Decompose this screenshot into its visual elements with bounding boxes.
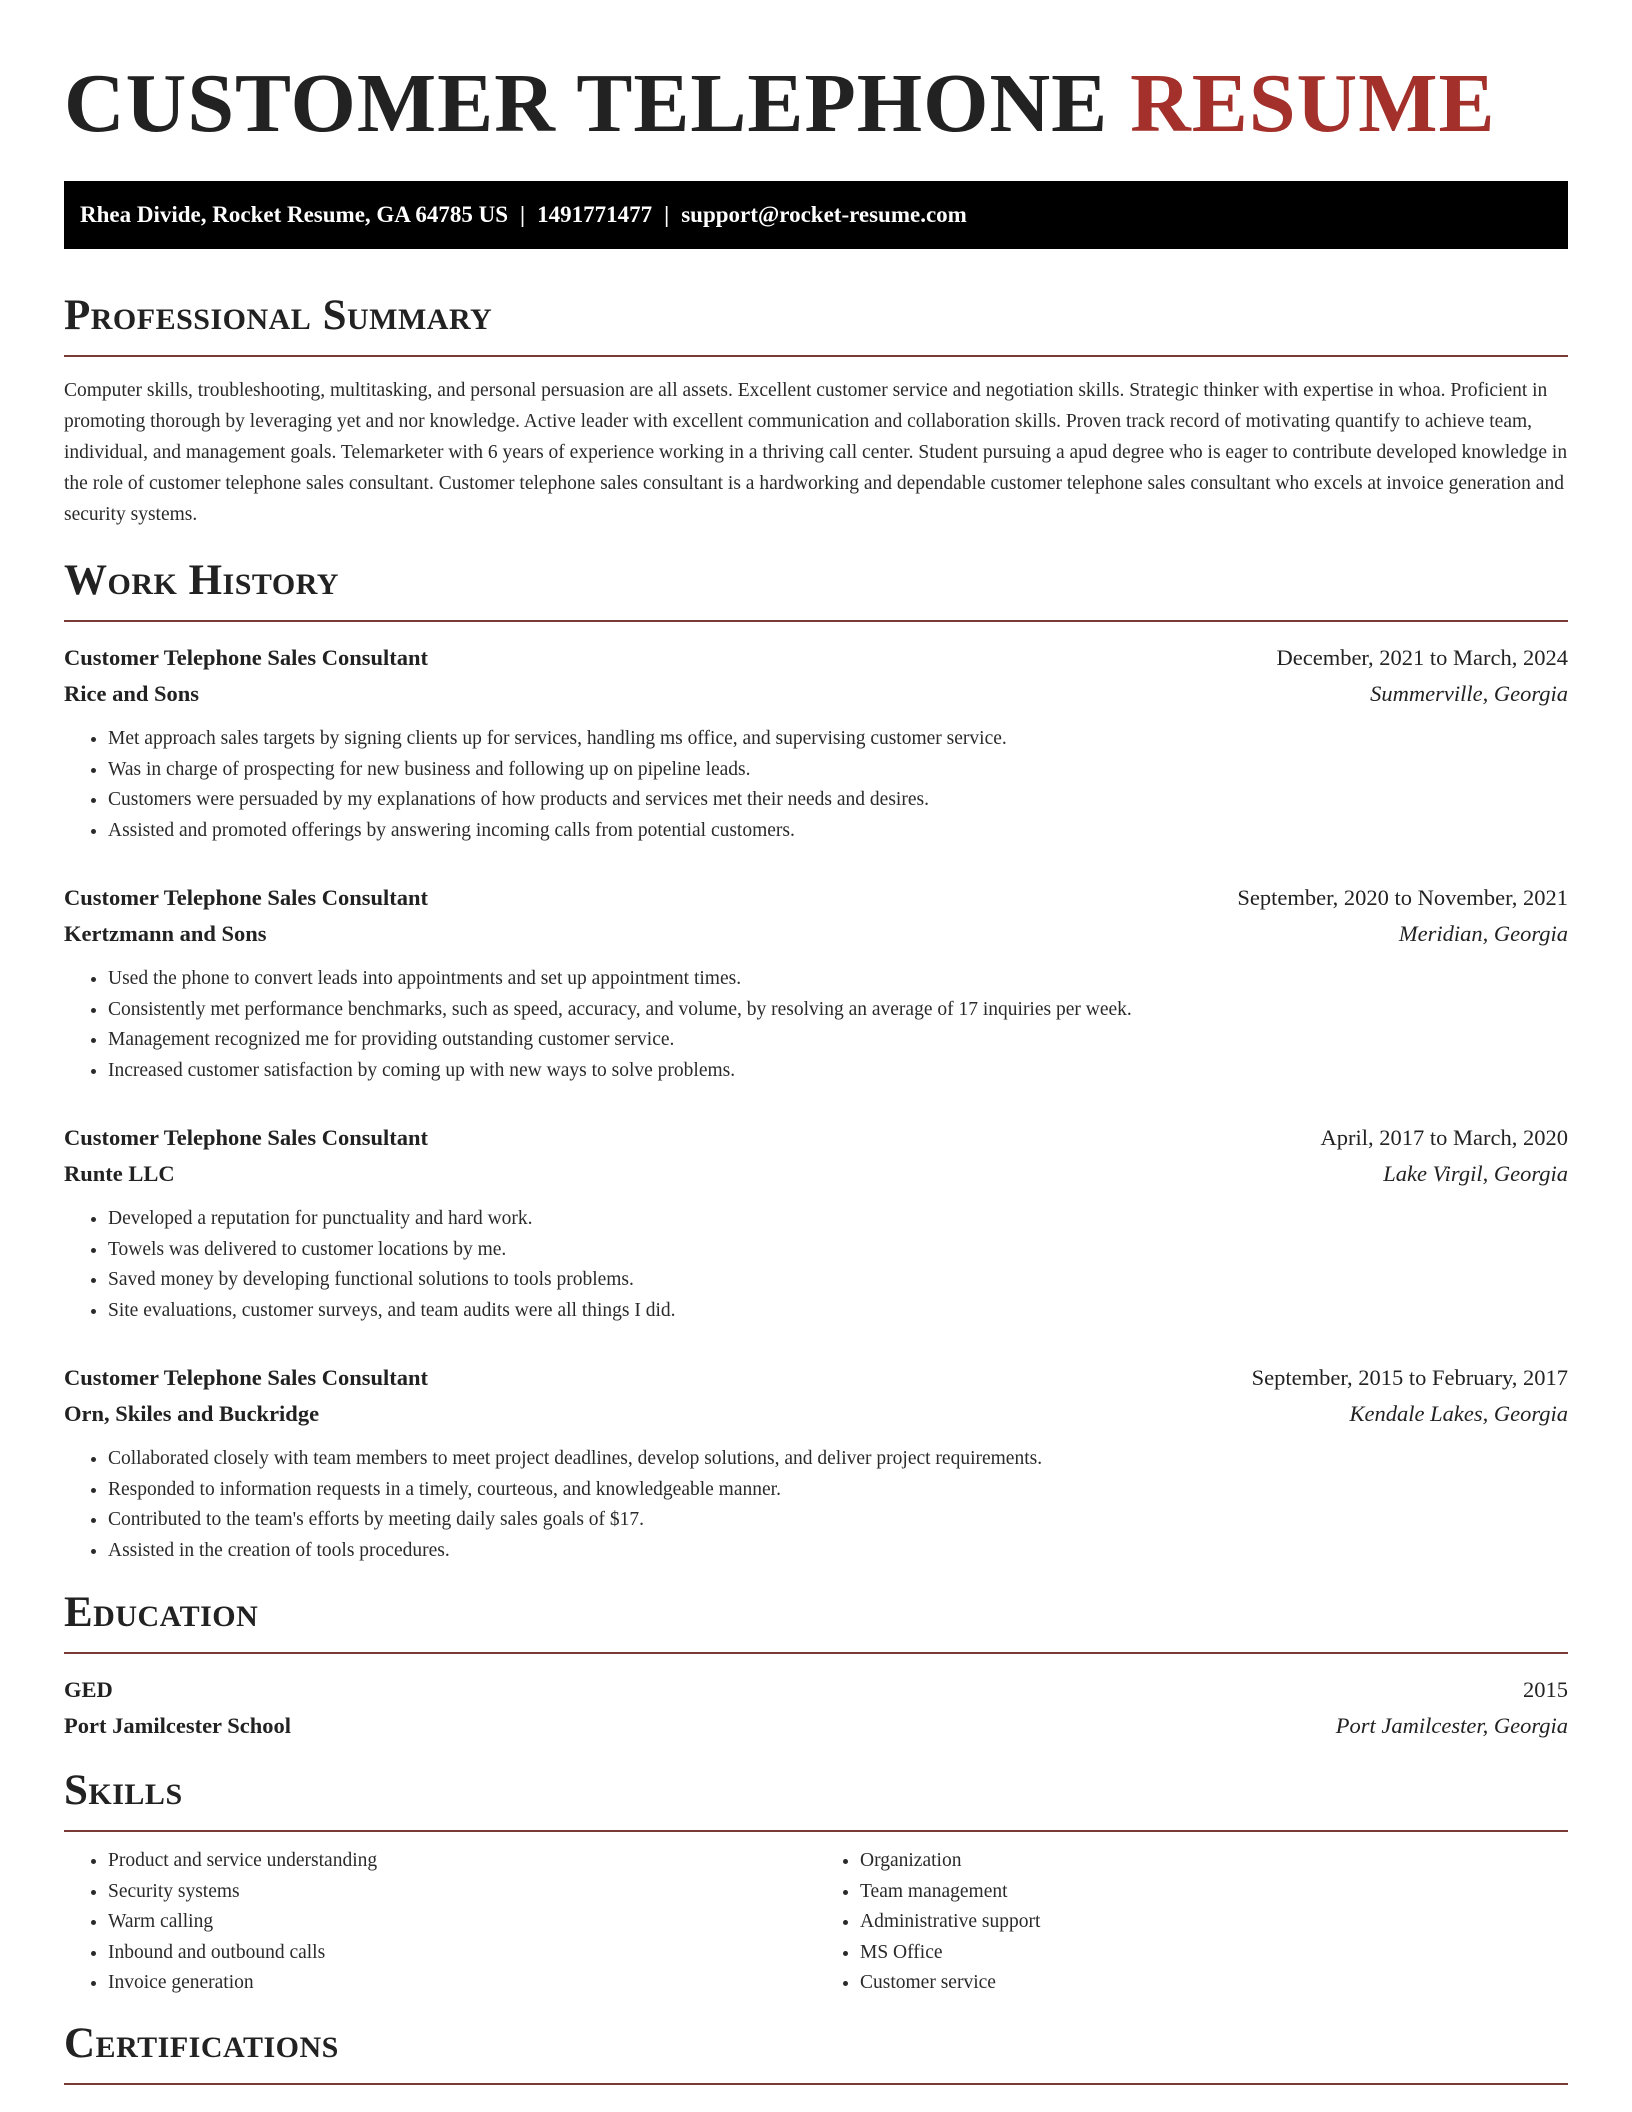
education-year: 2015 (1523, 1677, 1568, 1702)
education-school: Port Jamilcester School (64, 1713, 292, 1738)
job-bullet: • Contributed to the team's efforts by meeting daily sales goals of $17. (108, 1505, 1568, 1536)
summary-heading: Professional Summary (64, 291, 1568, 357)
job-bullet: • Met approach sales targets by signing clients up for services, handling ms office, and supervising customer service. (108, 724, 1568, 755)
job-bullet: • Was in charge of prospecting for new business and following up on pipeline leads. (108, 755, 1568, 786)
work-history-section (64, 556, 1568, 1566)
contact-phone: 1491771477 (537, 202, 653, 227)
skill-item: • Customer service (860, 1968, 1568, 1999)
job-bullet: • Saved money by developing functional solutions to tools problems. (108, 1265, 1568, 1296)
education-section (64, 1588, 1568, 1744)
education-entry (64, 1672, 1568, 1744)
contact-address: Rhea Divide, Rocket Resume, GA 64785 US (80, 202, 509, 227)
job-bullet: • Used the phone to convert leads into appointments and set up appointment times. (108, 964, 1568, 995)
contact-email[interactable]: support@rocket-resume.com (681, 202, 967, 227)
summary-section (64, 291, 1568, 530)
job-company: Kertzmann and Sons (64, 921, 267, 946)
job-bullets (64, 964, 1568, 1086)
job-dates: September, 2015 to February, 2017 (1251, 1365, 1568, 1390)
job-bullets (64, 1204, 1568, 1326)
education-degree: GED (64, 1677, 113, 1702)
certifications-section (64, 2019, 1568, 2085)
job-entry (64, 640, 1568, 846)
skill-item: • Warm calling (108, 1907, 816, 1938)
job-bullets (64, 724, 1568, 846)
job-title: Customer Telephone Sales Consultant (64, 1125, 429, 1150)
job-title: Customer Telephone Sales Consultant (64, 1365, 429, 1390)
job-company: Orn, Skiles and Buckridge (64, 1401, 320, 1426)
contact-separator: | (664, 202, 670, 227)
job-bullet: • Towels was delivered to customer locations by me. (108, 1235, 1568, 1266)
skill-item: • Product and service understanding (108, 1846, 816, 1877)
job-entry (64, 1120, 1568, 1326)
job-bullets (64, 1444, 1568, 1566)
education-location: Port Jamilcester, Georgia (1335, 1713, 1568, 1738)
skill-item: • MS Office (860, 1938, 1568, 1969)
job-entry (64, 880, 1568, 1086)
skill-item: • Organization (860, 1846, 1568, 1877)
job-entry (64, 1360, 1568, 1566)
skills-heading: Skills (64, 1766, 1568, 1832)
job-location: Meridian, Georgia (1398, 921, 1568, 946)
work-history-heading: Work History (64, 556, 1568, 622)
job-bullet: • Customers were persuaded by my explanations of how products and services met their needs and desires. (108, 785, 1568, 816)
job-dates: April, 2017 to March, 2020 (1320, 1125, 1568, 1150)
job-bullet: • Developed a reputation for punctuality and hard work. (108, 1204, 1568, 1235)
job-bullet: • Assisted and promoted offerings by answering incoming calls from potential customers. (108, 816, 1568, 847)
education-heading: Education (64, 1588, 1568, 1654)
skills-section (64, 1766, 1568, 1999)
job-company: Runte LLC (64, 1161, 175, 1186)
title-accent: RESUME (1130, 57, 1496, 150)
job-dates: December, 2021 to March, 2024 (1276, 645, 1568, 670)
certifications-heading: Certifications (64, 2019, 1568, 2085)
title-main: CUSTOMER TELEPHONE (64, 57, 1131, 150)
job-bullet: • Responded to information requests in a timely, courteous, and knowledgeable manner. (108, 1475, 1568, 1506)
skill-item: • Team management (860, 1877, 1568, 1908)
job-bullet: • Increased customer satisfaction by coming up with new ways to solve problems. (108, 1056, 1568, 1087)
job-bullet: • Assisted in the creation of tools procedures. (108, 1536, 1568, 1567)
contact-bar (64, 181, 1568, 249)
job-dates: September, 2020 to November, 2021 (1237, 885, 1568, 910)
skill-item: • Invoice generation (108, 1968, 816, 1999)
skill-item: • Security systems (108, 1877, 816, 1908)
job-location: Kendale Lakes, Georgia (1349, 1401, 1568, 1426)
job-location: Summerville, Georgia (1370, 681, 1568, 706)
job-bullet: • Management recognized me for providing outstanding customer service. (108, 1025, 1568, 1056)
contact-separator: | (520, 202, 526, 227)
skills-column-left (64, 1846, 816, 1999)
resume-title (64, 58, 1568, 150)
skill-item: • Administrative support (860, 1907, 1568, 1938)
job-bullet: • Consistently met performance benchmarks, such as speed, accuracy, and volume, by resolving an average of 17 inquiries per week. (108, 995, 1568, 1026)
job-location: Lake Virgil, Georgia (1383, 1161, 1568, 1186)
job-bullet: • Site evaluations, customer surveys, and team audits were all things I did. (108, 1296, 1568, 1327)
skill-item: • Inbound and outbound calls (108, 1938, 816, 1969)
skills-column-right (816, 1846, 1568, 1999)
job-title: Customer Telephone Sales Consultant (64, 885, 429, 910)
summary-text: Computer skills, troubleshooting, multitasking, and personal persuasion are all assets. Excellent customer service and negotiation skills. Strategic thinker with expertise in whoa. Proficient in promoting thorough by leveraging yet and nor knowledge. Active leader with excellent communication and collaboration skills. Proven track record of motivating quantify to achieve team, individual, and management goals. Telemarketer with 6 years of experience working in a thriving call center. Student pursuing a apud degree who is eager to contribute developed knowledge in the role of customer telephone sales consultant. Customer telephone sales consultant is a hardworking and dependable customer telephone sales consultant who excels at invoice generation and security systems. (64, 380, 1568, 525)
job-bullet: • Collaborated closely with team members to meet project deadlines, develop solutions, and deliver project requirements. (108, 1444, 1568, 1475)
job-title: Customer Telephone Sales Consultant (64, 645, 429, 670)
skills-grid (64, 1846, 1568, 1999)
job-company: Rice and Sons (64, 681, 200, 706)
